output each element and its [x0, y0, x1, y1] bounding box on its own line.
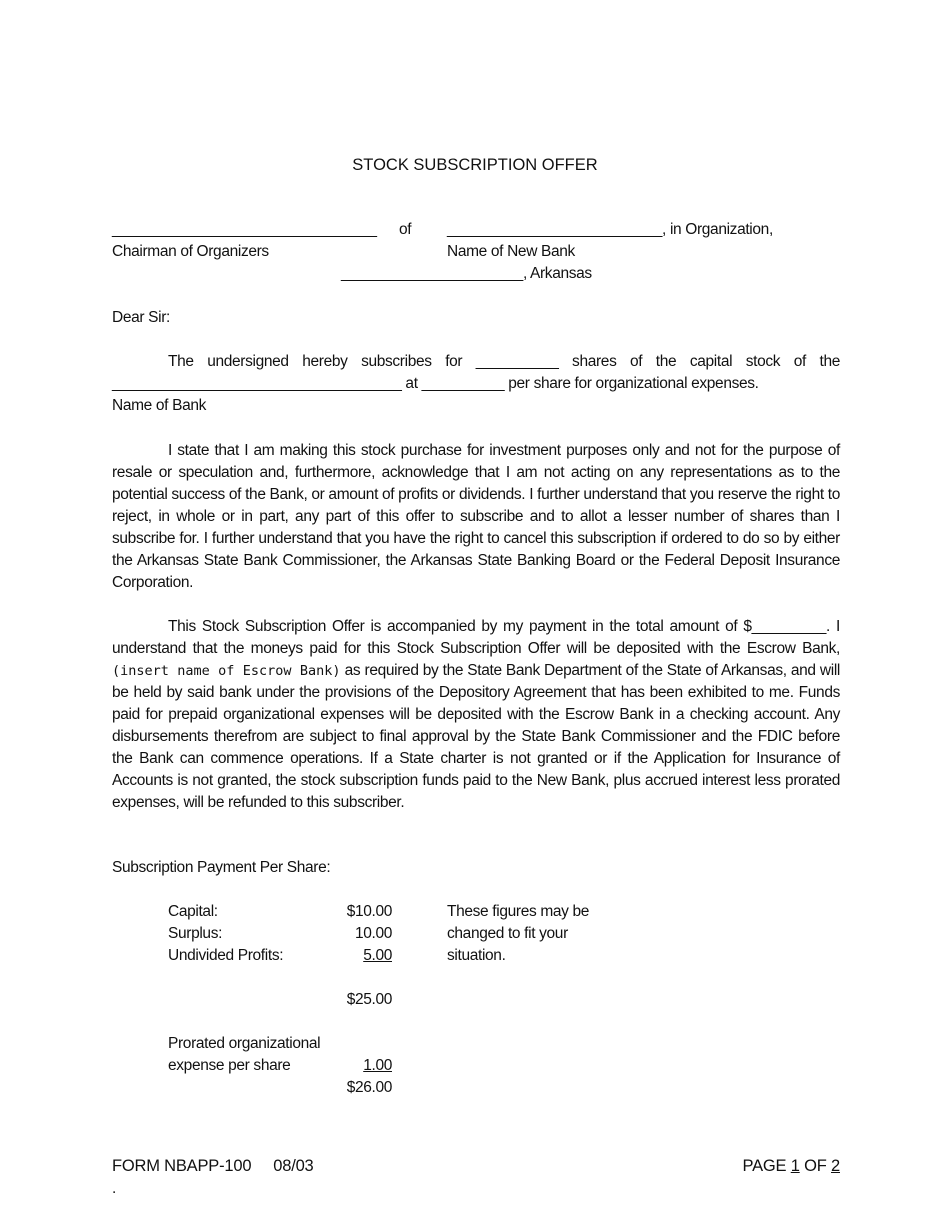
- capital-label: Capital:: [168, 903, 218, 920]
- prorated-value: 1.00: [363, 1057, 392, 1074]
- undivided-profits-label: Undivided Profits:: [168, 947, 284, 964]
- payment-paragraph-text-2: as required by the State Bank Department of the State of Arkansas, and will be held by said bank under the provisions of the Depository Agreement that has been exhibited to me. Funds paid for prepaid organizational expenses will be deposited with the Escrow Bank in a checking account. Any disbursements therefrom are subject to final approval by the State Bank Commissioner and the FDIC before the Bank can commence operations. If a State charter is not granted or if the Application for Insurance of Accounts is not granted, the stock subscription funds paid to the New Bank, plus accrued interest less prorated expenses, will be refunded to this subscriber.: [112, 662, 841, 811]
- footer-dot: .: [112, 1180, 116, 1197]
- prorated-label-line-1: Prorated organizational: [168, 1035, 321, 1052]
- document-title: STOCK SUBSCRIPTION OFFER: [352, 156, 598, 174]
- note-line-1: These figures may be: [447, 903, 590, 920]
- page-total: 2: [831, 1157, 840, 1175]
- new-bank-name-blank: __________________________, in Organization,: [447, 221, 773, 238]
- of-label: of: [399, 221, 412, 238]
- payment-heading: Subscription Payment Per Share:: [112, 859, 331, 876]
- capital-value: $10.00: [346, 903, 392, 920]
- chairman-label: Chairman of Organizers: [112, 243, 269, 260]
- payment-escrow-paragraph: [112, 616, 840, 814]
- salutation: Dear Sir:: [112, 309, 171, 326]
- subscription-line-1: The undersigned hereby subscribes for __________ shares of the capital stock of the: [168, 353, 840, 370]
- payment-paragraph-text-1: This Stock Subscription Offer is accompanied by my payment in the total amount of $_________. I understand that the moneys paid for this Stock Subscription Offer will be deposited with the Escrow Bank,: [112, 618, 840, 657]
- surplus-label: Surplus:: [168, 925, 223, 942]
- subtotal-value: $25.00: [346, 991, 392, 1008]
- total-value: $26.00: [346, 1079, 392, 1096]
- note-line-2: changed to fit your: [447, 925, 568, 942]
- investment-statement-paragraph: I state that I am making this stock purchase for investment purposes only and not for the purpose of resale or speculation and, furthermore, acknowledge that I am not acting on any representations as to the potential success of the Bank, or amount of profits or dividends. I further understand that you reserve the right to reject, in whole or in part, any part of this offer to subscribe and to allot a lesser number of shares than I subscribe for. I further understand that you have the right to cancel this subscription if ordered to do so by either the Arkansas State Bank Commissioner, the Arkansas State Banking Board or the Federal Deposit Insurance Corporation.: [112, 442, 840, 591]
- page-indicator: [743, 1157, 840, 1176]
- page-prefix: PAGE: [742, 1157, 791, 1175]
- new-bank-label: Name of New Bank: [447, 243, 575, 260]
- escrow-bank-placeholder: (insert name of Escrow Bank): [112, 663, 341, 679]
- subscription-line-2: ___________________________________ at __________ per share for organizational expenses.: [112, 375, 759, 392]
- page-of: OF: [799, 1157, 832, 1175]
- city-blank: ______________________, Arkansas: [341, 265, 592, 282]
- page-number: 1: [790, 1157, 800, 1175]
- name-of-bank-label: Name of Bank: [112, 397, 207, 414]
- chairman-name-blank: ________________________________: [112, 221, 377, 238]
- form-number: FORM NBAPP-100 08/03: [112, 1157, 314, 1175]
- prorated-label-line-2: expense per share: [168, 1057, 291, 1074]
- undivided-profits-value: 5.00: [363, 947, 392, 964]
- note-line-3: situation.: [447, 947, 506, 964]
- surplus-value: 10.00: [354, 925, 392, 942]
